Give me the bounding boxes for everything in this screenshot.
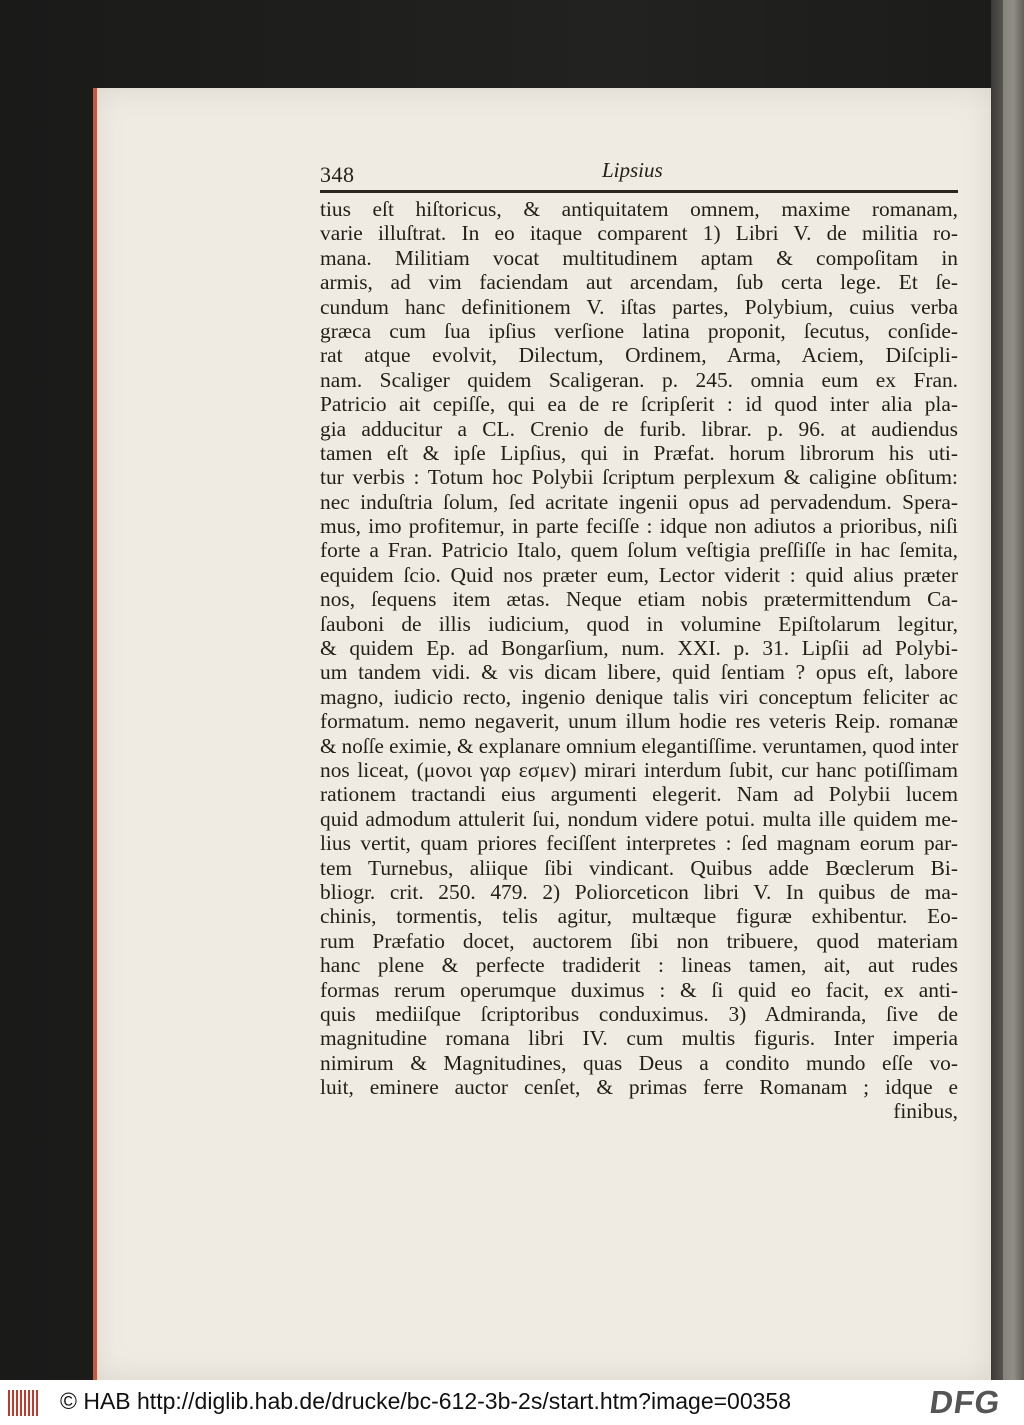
text-line: hanc plene & perfecte tradiderit : lineas tamen, ait, aut rudes	[320, 953, 958, 978]
text-line: quid admodum attulerit ſui, nondum videre potui. multa ille quidem me-	[320, 806, 958, 831]
text-line: & noſſe eximie, & explanare omnium elegantiſſime. veruntamen, quod inter	[320, 733, 959, 758]
barcode-icon	[8, 1390, 38, 1416]
text-line: armis, ad vim faciendam aut arcendam, ſub certa lege. Et ſe-	[320, 270, 958, 295]
footer-credit[interactable]: © HAB http://diglib.hab.de/drucke/bc-612-3b-2s/start.htm?image=00358	[60, 1388, 792, 1414]
dfg-logo: DFG	[927, 1384, 1004, 1420]
footer-bar	[0, 1380, 1024, 1425]
text-line: um tandem vidi. & vis dicam libere, quid ſentiam ? opus eſt, labore	[320, 660, 958, 685]
text-line: mus, imo profitemur, in parte feciſſe : idque non adiutos a prioribus, niſi	[320, 514, 958, 539]
text-line: equidem ſcio. Quid nos præter eum, Lector viderit : quid alius præter	[320, 562, 958, 587]
text-line: gia adducitur a CL. Crenio de furib. librar. p. 96. at audiendus	[320, 416, 958, 441]
adjacent-page-edge	[1003, 0, 1024, 1380]
text-line: græca cum ſua ipſius verſione latina proponit, ſecutus, conſide-	[320, 318, 958, 343]
text-line: rationem tractandi eius argumenti elegerit. Nam ad Polybii lucem	[320, 782, 958, 807]
text-line: formatum. nemo negaverit, unum illum hodie res veteris Reip. romanæ	[320, 709, 958, 734]
text-line: varie illuſtrat. In eo itaque comparent 1) Libri V. de militia ro-	[320, 221, 958, 246]
text-line: chinis, tormentis, telis agitur, multæque figuræ exhibentur. Eo-	[320, 904, 958, 929]
text-line: nam. Scaliger quidem Scaligeran. p. 245. omnia eum ex Fran.	[320, 367, 958, 392]
page-header	[320, 158, 958, 192]
text-line: & quidem Ep. ad Bongarſium, num. XXI. p. 31. Lipſii ad Polybi-	[320, 636, 958, 661]
text-line: luit, eminere auctor cenſet, & primas ferre Romanam ; idque e	[320, 1075, 958, 1100]
text-line: nos, ſequens item ætas. Neque etiam nobis prætermittendum Ca-	[320, 587, 958, 612]
text-line: magno, iudicio recto, ingenio denique talis viri conceptum feliciter ac	[320, 684, 958, 709]
text-line: lius vertit, quam priores feciſſent interpretes : ſed magnam eorum par-	[320, 831, 958, 856]
text-line: tem Turnebus, aliique ſibi vindicant. Quibus adde Bœclerum Bi-	[320, 855, 958, 880]
text-line: tius eſt hiſtoricus, & antiquitatem omnem, maxime romanam,	[320, 197, 958, 221]
text-line: rum Præfatio docet, auctorem ſibi non tribuere, quod materiam	[320, 928, 958, 953]
text-line: nimirum & Magnitudines, quas Deus a condito mundo eſſe vo-	[320, 1050, 958, 1075]
text-line: rat atque evolvit, Dilectum, Ordinem, Arma, Aciem, Diſcipli-	[320, 343, 958, 368]
text-line: mana. Militiam vocat multitudinem aptam & compoſitam in	[320, 245, 958, 270]
page-number: 348	[320, 162, 355, 187]
text-line: finibus,	[893, 1099, 958, 1124]
text-line: Patricio ait cepiſſe, qui ea de re ſcripſerit : id quod inter alia pla-	[320, 392, 958, 417]
running-title: Lipsius	[602, 158, 663, 182]
text-line: formas rerum operumque duximus : & ſi quid eo facit, ex anti-	[320, 977, 958, 1002]
text-line: ſauboni de illis iudicium, quod in volumine Epiſtolarum legitur,	[320, 611, 958, 636]
body-text	[320, 197, 958, 1124]
text-line: forte a Fran. Patricio Italo, quem ſolum veſtigia preſſiſſe in hac ſemita,	[320, 538, 958, 563]
text-line: cundum hanc definitionem V. iſtas partes, Polybium, cuius verba	[320, 294, 958, 319]
text-line: tamen eſt & ipſe Lipſius, qui in Præfat. horum librorum his uti-	[320, 440, 958, 465]
text-line: bliogr. crit. 250. 479. 2) Poliorceticon libri V. In quibus de ma-	[320, 879, 958, 904]
header-rule	[320, 190, 958, 193]
text-line: tur verbis : Totum hoc Polybii ſcriptum perplexum & caligine obſitum:	[320, 465, 958, 490]
text-line: quis mediiſque ſcriptoribus conduximus. 3) Admiranda, ſive de	[320, 1001, 958, 1026]
text-line: nec induſtria ſolum, ſed acritate ingenii opus ad pervadendum. Spera-	[320, 489, 958, 514]
page-red-edge	[93, 88, 97, 1380]
text-line: magnitudine romana libri IV. cum multis figuris. Inter imperia	[320, 1026, 958, 1051]
text-line: nos liceat, (μονοι γαρ εσμεν) mirari interdum ſubit, cur hanc potiſſimam	[320, 757, 958, 782]
